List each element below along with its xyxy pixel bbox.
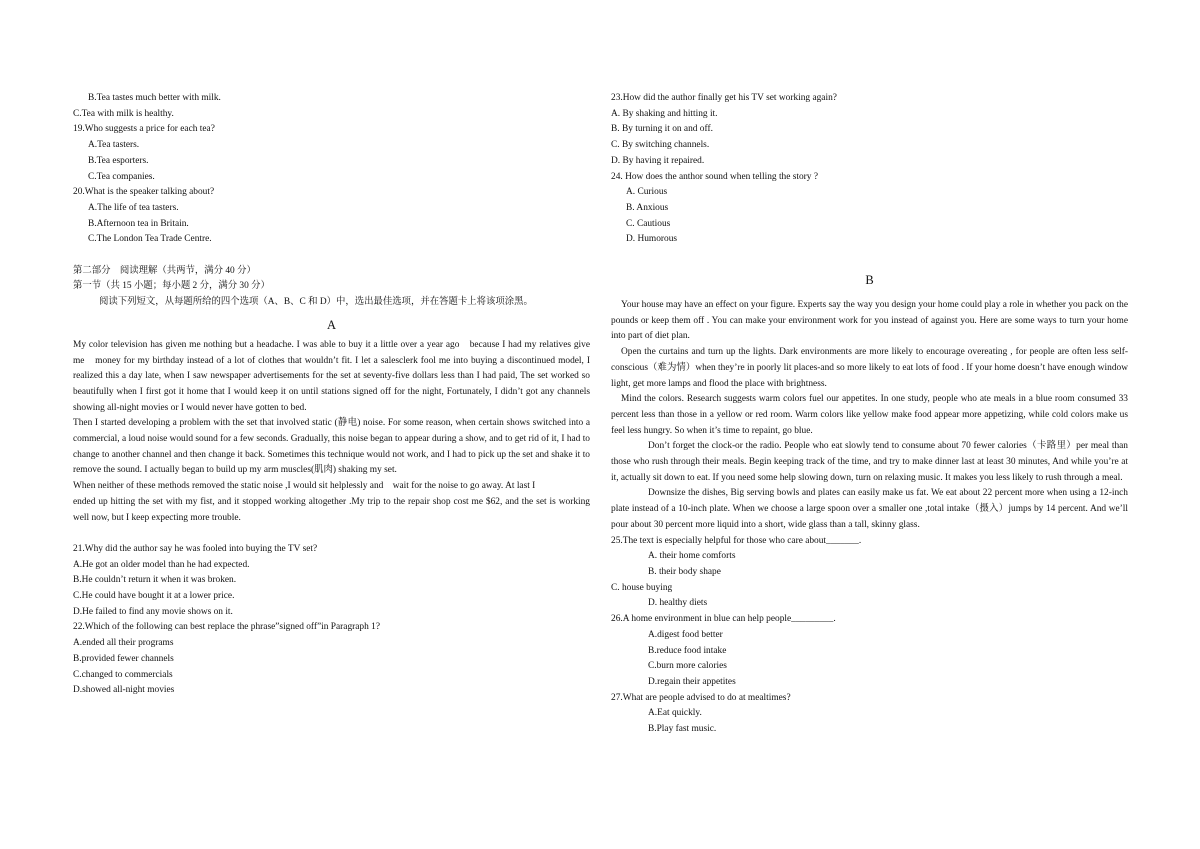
q19-option-c: C.Tea companies. xyxy=(88,171,155,182)
q19-option-a: A.Tea tasters. xyxy=(88,140,140,151)
q22-option-a: A.ended all their programs xyxy=(73,638,174,649)
passage-a-paragraph-1: My color television has given me nothing but a headache. I was able to buy it a little over a year ago because I had my relatives give me money for my birthday instead of a lot of clothes that wouldn’t fit. I let a salesclerk fool me into buying a discontinued model, I realized this a day late, when I saw newspaper advertisements for the set at seventy-five dollars less than I had paid, The set worked so beautifully when I first got it home that I would keep it on until stations signed off for the night, Fortunately, I didn’t got any channels showing all-night movies or I would never have gotten to bed. xyxy=(73,339,590,413)
q21-option-c: C.He could have bought it at a lower price. xyxy=(73,591,235,602)
q22-option-b: B.provided fewer channels xyxy=(73,653,174,664)
section1-title: 第一节（共 15 小题；每小题 2 分，满分 30 分） xyxy=(73,281,270,292)
q26-option-d: D.regain their appetites xyxy=(648,676,736,687)
passage-a-paragraph-2: Then I started developing a problem with the set that involved static (静电) noise. For some reason, when certain shows switched into a commercial, a loud noise would sound for a few seconds. Gradually, this noise began to appear during a show, and to get rid of it, I had to change to another channel and then change it back. Sometimes this technique would not work, and I had to pick up the set and shake it to remove the sound. I actually began to build up my arm muscles(肌肉) shaking my set. xyxy=(73,418,590,476)
passage-b-paragraph-4: Don’t forget the clock-or the radio. People who eat slowly tend to consume about 70 fewer calories（卡路里）per meal than those who rush through their meals. Begin keeping track of the time, and try to make dinner last at least 30 minutes, And while you’re at it, actually sit down to eat. If you need some help slowing down, turn on relaxing music. It makes you less likely to rush through a meal. xyxy=(611,441,1128,483)
q18-option-b: B.Tea tastes much better with milk. xyxy=(88,93,221,103)
q19-option-b: B.Tea esporters. xyxy=(88,155,149,166)
q24-option-c: C. Cautious xyxy=(626,218,671,229)
q25-option-d: D. healthy diets xyxy=(648,598,708,609)
q21-option-a: A.He got an older model than he had expected. xyxy=(73,559,250,570)
q21-option-b: B.He couldn’t return it when it was broken. xyxy=(73,575,237,586)
q24-option-b: B. Anxious xyxy=(626,202,669,213)
passage-b-paragraph-1: Your house may have an effect on your figure. Experts say the way you design your home could play a role in whether you pack on the pounds or keep them off . You can make your environment work for you instead of against you. Here are some ways to turn your home into part of diet plan. xyxy=(611,300,1128,342)
q26-stem: 26.A home environment in blue can help people_________. xyxy=(611,614,836,625)
passage-b-heading: B xyxy=(865,273,874,288)
passage-a-paragraph-4: ended up hitting the set with my fist, and it stopped working altogether .My trip to the repair shop cost me $62, and the set is working well now, but I keep expecting more trouble. xyxy=(73,496,590,523)
q22-option-d: D.showed all-night movies xyxy=(73,685,175,696)
q27-stem: 27.What are people advised to do at mealtimes? xyxy=(611,692,791,703)
q25-stem: 25.The text is especially helpful for those who care about_______. xyxy=(611,535,862,546)
q26-option-b: B.reduce food intake xyxy=(648,645,727,656)
q20-option-c: C.The London Tea Trade Centre. xyxy=(88,234,212,245)
q23-option-c: C. By switching channels. xyxy=(611,140,710,151)
q23-option-b: B. By turning it on and off. xyxy=(611,124,713,135)
right-column xyxy=(611,91,1128,738)
q24-option-d: D. Humorous xyxy=(626,234,678,245)
q24-stem: 24. How does the anthor sound when telling the story ? xyxy=(611,171,818,182)
q25-option-b: B. their body shape xyxy=(648,566,721,577)
q23-option-a: A. By shaking and hitting it. xyxy=(611,108,718,119)
q26-option-c: C.burn more calories xyxy=(648,661,727,672)
passage-b-paragraph-5: Downsize the dishes, Big serving bowls and plates can easily make us fat. We eat about 22 percent more when using a 12-inch plate instead of a 10-inch plate. When we choose a large spoon over a smaller one ,total intake（摄入）jumps by 14 percent. And we’ll pour about 30 percent more liquid into a short, wide glass than a tall, skinny glass. xyxy=(611,488,1128,530)
spacer xyxy=(73,248,590,264)
passage-b-paragraph-2: Open the curtains and turn up the lights. Dark environments are more likely to encourage overeating , for people are often less self-conscious（难为情）when they’re in poorly lit places-and so more likely to eat lots of food . If your home doesn’t have enough window light, get more lamps and flood the place with brightness. xyxy=(611,347,1128,389)
spacer xyxy=(73,526,590,542)
part2-title: 第二部分 阅读理解（共两节，满分 40 分） xyxy=(73,265,256,276)
q21-option-d: D.He failed to find any movie shows on it. xyxy=(73,606,233,617)
q27-option-a: A.Eat quickly. xyxy=(648,708,702,719)
passage-b-paragraph-3: Mind the colors. Research suggests warm colors fuel our appetites. In one study, people who ate meals in a blue room consumed 33 percent less than those in a yellow or red room. Warm colors like yellow make food appear more appetizing, while cold colors make us feel less hungry. So when it’s time to repaint, go blue. xyxy=(611,394,1128,436)
q20-option-a: A.The life of tea tasters. xyxy=(88,202,179,213)
q19-stem: 19.Who suggests a price for each tea? xyxy=(73,124,215,135)
passage-a-paragraph-3: When neither of these methods removed the static noise ,I would sit helplessly and wait for the noise to go away. At last I xyxy=(73,481,536,492)
passage-a-heading: A xyxy=(326,317,337,332)
q25-option-c: C. house buying xyxy=(611,582,673,593)
q20-stem: 20.What is the speaker talking about? xyxy=(73,187,215,198)
q18-option-c: C.Tea with milk is healthy. xyxy=(73,108,174,119)
q21-stem: 21.Why did the author say he was fooled into buying the TV set? xyxy=(73,543,318,554)
q23-stem: 23.How did the author finally get his TV set working again? xyxy=(611,93,837,103)
q25-option-a: A. their home comforts xyxy=(648,551,736,562)
left-column xyxy=(73,91,590,699)
q23-option-d: D. By having it repaired. xyxy=(611,155,705,166)
q26-option-a: A.digest food better xyxy=(648,629,723,640)
q24-option-a: A. Curious xyxy=(626,187,668,198)
q22-option-c: C.changed to commercials xyxy=(73,669,173,680)
q22-stem: 22.Which of the following can best replace the phrase”signed off”in Paragraph 1? xyxy=(73,622,381,633)
q27-option-b: B.Play fast music. xyxy=(648,724,717,735)
reading-instruction: 阅读下列短文，从每题所给的四个选项（A、B、C 和 D）中，选出最佳选项，并在答题卡上将该项涂黑。 xyxy=(99,297,533,308)
q20-option-b: B.Afternoon tea in Britain. xyxy=(88,218,189,229)
